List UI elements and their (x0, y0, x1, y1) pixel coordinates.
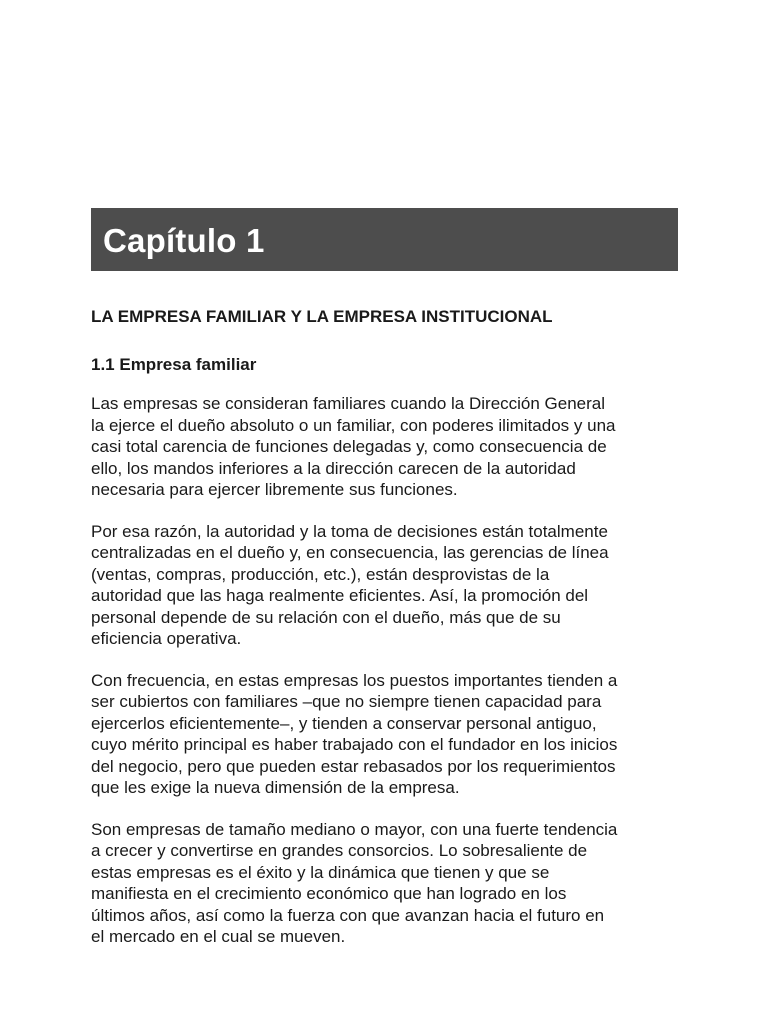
paragraph: Las empresas se consideran familiares cuando la Dirección General la ejerce el dueño absoluto o un familiar, con poderes ilimitados y una casi total carencia de funciones delegadas y, como consecuencia de ello, los mandos inferiores a la dirección carecen de la autoridad necesaria para ejercer libremente sus funciones. (91, 394, 616, 499)
chapter-title: Capítulo 1 (103, 221, 265, 259)
document-body (91, 306, 691, 948)
paragraph: Por esa razón, la autoridad y la toma de decisiones están totalmente centralizadas en el dueño y, en consecuencia, las gerencias de línea (ventas, compras, producción, etc.), están desprovistas de la autoridad que las haga realmente eficientes. Así, la promoción del personal depende de su relación con el dueño, más que de su eficiencia operativa. (91, 521, 609, 648)
subsection-heading: 1.1 Empresa familiar (91, 355, 257, 374)
paragraph: Con frecuencia, en estas empresas los puestos importantes tienden a ser cubiertos con familiares –que no siempre tienen capacidad para ejercerlos eficientemente–, y tienden a conservar personal antiguo, cuyo mérito principal es haber trabajado con el fundador en los inicios del negocio, pero que pueden estar rebasados por los requerimientos que les exige la nueva dimensión de la empresa. (91, 670, 618, 797)
paragraph: Son empresas de tamaño mediano o mayor, con una fuerte tendencia a crecer y convertirse en grandes consorcios. Lo sobresaliente de estas empresas es el éxito y la dinámica que tienen y que se manifiesta en el crecimiento económico que han logrado en los últimos años, así como la fuerza con que avanzan hacia el futuro en el mercado en el cual se mueven. (91, 819, 618, 946)
chapter-banner (91, 208, 678, 271)
section-heading: LA EMPRESA FAMILIAR Y LA EMPRESA INSTITUCIONAL (91, 307, 553, 326)
